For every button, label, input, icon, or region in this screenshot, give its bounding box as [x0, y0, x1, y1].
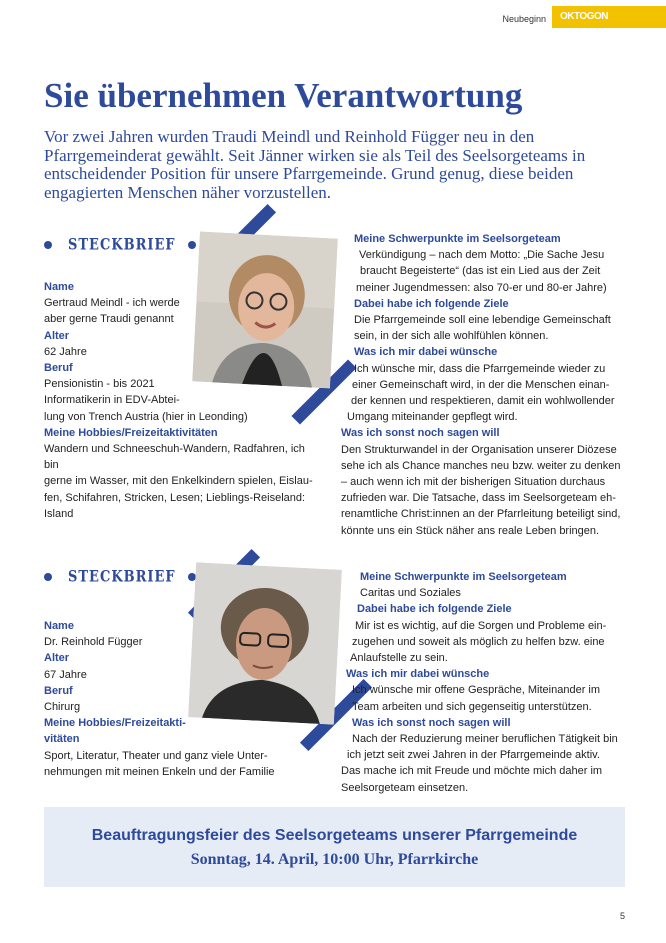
field-text: 67 Jahre [44, 668, 87, 681]
field-label: vitäten [44, 733, 80, 746]
field-text: Caritas und Soziales [360, 587, 461, 600]
field-text: Pensionistin - bis 2021 [44, 378, 155, 391]
steckbrief-header-1 [44, 234, 196, 256]
field-text: Team arbeiten und sich gegenseitig unterstützen. [352, 700, 592, 713]
profile2-right-column [341, 569, 641, 796]
magazine-logo [552, 6, 666, 28]
steckbrief-label: STECKBRIEF [68, 568, 176, 586]
banner-title: Beauftragungsfeier des Seelsorgeteams unserer Pfarrgemeinde [91, 827, 578, 844]
field-text: renamtliche Christ:innen an der Pfarrleitung beteiligt sind, [341, 508, 621, 521]
field-text: fen, Schifahren, Stricken, Lesen; Lieblings-Reiseland: [44, 491, 306, 504]
page-title: Sie übernehmen Verantwortung [44, 76, 523, 115]
field-text: Ich wünsche mir offene Gespräche, Miteinander im [352, 684, 601, 697]
field-text: Gertraud Meindl - ich werde [44, 297, 180, 310]
field-text: könnte uns ein Stück näher ans reale Leben bringen. [341, 524, 600, 537]
logo-text: OKTOGON [560, 11, 608, 22]
field-text: 62 Jahre [44, 345, 87, 358]
field-text: braucht Begeisterte“ (das ist ein Lied aus der Zeit [360, 265, 601, 278]
field-text: einer Gemeinschaft wird, in der die Menschen einan- [352, 378, 610, 391]
field-text: sehe ich als Chance manches neu bzw. weiter zu denken [341, 459, 621, 472]
page-number: 5 [620, 911, 626, 921]
steckbrief-label: STECKBRIEF [68, 236, 176, 254]
field-text: gerne im Wasser, mit den Enkelkindern spielen, Eislau- [44, 475, 313, 488]
field-label: Was ich mir dabei wünsche [354, 346, 498, 359]
field-text: Den Strukturwandel in der Organisation unserer Diözese [341, 443, 617, 456]
field-label: Alter [44, 652, 70, 665]
field-text: Informatikerin in EDV-Abtei- [44, 394, 180, 407]
field-label: Beruf [44, 362, 73, 375]
field-label: Name [44, 281, 74, 293]
field-text: sein, in der sich alle wohlfühlen können. [354, 330, 549, 343]
field-label: Was ich sonst noch sagen will [341, 427, 500, 440]
field-text: Anlaufstelle zu sein. [350, 652, 448, 665]
field-text: – auch wenn ich mit der bisherigen Situation durchaus [341, 476, 606, 489]
field-text: Verkündigung – nach dem Motto: „Die Sache Jesu [359, 249, 605, 262]
field-text: ich jetzt seit zwei Jahren in der Pfarrgemeinde aktiv. [347, 749, 600, 762]
section-label: Neubeginn [502, 14, 546, 24]
field-label: Was ich mir dabei wünsche [346, 668, 490, 681]
field-text: zufrieden war. Die Tatsache, dass im Seelsorgeteam eh- [341, 492, 616, 505]
field-text: Mir ist es wichtig, auf die Sorgen und Probleme ein- [355, 619, 607, 632]
field-label: Alter [44, 329, 70, 342]
profile1-right-column [341, 231, 641, 539]
field-text: Chirurg [44, 701, 81, 714]
dot-icon [44, 573, 52, 581]
field-text: zugehen und soweit als möglich zu helfen bzw. eine [352, 635, 605, 648]
field-text: meiner Jugendmessen: also 70-er und 80-er Jahre) [356, 281, 607, 294]
field-text: Nach der Reduzierung meiner beruflichen Tätigkeit bin [352, 733, 618, 746]
field-text: Ich wünsche mir, dass die Pfarrgemeinde wieder zu [354, 362, 606, 375]
dot-icon [188, 241, 196, 249]
field-text: Sport, Literatur, Theater und ganz viele Unter- [44, 749, 268, 762]
field-label: Was ich sonst noch sagen will [352, 716, 511, 729]
field-label: Dabei habe ich folgende Ziele [354, 297, 509, 310]
field-label: Meine Schwerpunkte im Seelsorgeteam [360, 571, 567, 583]
banner-date: Sonntag, 14. April, 10:00 Uhr, Pfarrkirche [190, 851, 479, 868]
field-text: aber gerne Traudi genannt [44, 313, 174, 326]
field-text: lung von Trench Austria (hier in Leonding) [44, 410, 248, 423]
field-text: Seelsorgeteam einsetzen. [341, 781, 469, 794]
field-text: der kennen und respektieren, damit ein wohlwollender [351, 395, 615, 408]
intro-paragraph: Vor zwei Jahren wurden Traudi Meindl und Reinhold Függer neu in den Pfarrgemeinderat gewählt. Seit Jänner wirken sie als Teil des Seelsorgeteams in entscheidender Position für unsere Pfarrgemeinde. Grund genug, diese beiden engagierten Menschen näher vorzustellen. [44, 127, 586, 202]
field-text: Wandern und Schneeschuh-Wandern, Radfahren, ich bin [44, 443, 305, 472]
field-text: Island [44, 507, 74, 520]
field-label: Meine Hobbies/Freizeitaktivitäten [44, 426, 218, 439]
field-text: Dr. Reinhold Függer [44, 636, 143, 649]
profile1-left-column [44, 279, 314, 522]
field-text: nehmungen mit meinen Enkeln und der Familie [44, 765, 275, 778]
field-label: Meine Schwerpunkte im Seelsorgeteam [354, 233, 561, 245]
field-label: Name [44, 620, 74, 632]
field-label: Meine Hobbies/Freizeitakti- [44, 717, 186, 730]
field-label: Dabei habe ich folgende Ziele [357, 603, 512, 616]
steckbrief-header-2 [44, 566, 196, 588]
field-text: Die Pfarrgemeinde soll eine lebendige Gemeinschaft [354, 314, 611, 327]
profile2-left-column [44, 618, 314, 780]
field-text: Umgang miteinander gepflegt wird. [347, 411, 518, 424]
dot-icon [44, 241, 52, 249]
event-banner [44, 807, 625, 887]
field-label: Beruf [44, 684, 73, 697]
field-text: Das mache ich mit Freude und möchte mich daher im [341, 765, 603, 778]
